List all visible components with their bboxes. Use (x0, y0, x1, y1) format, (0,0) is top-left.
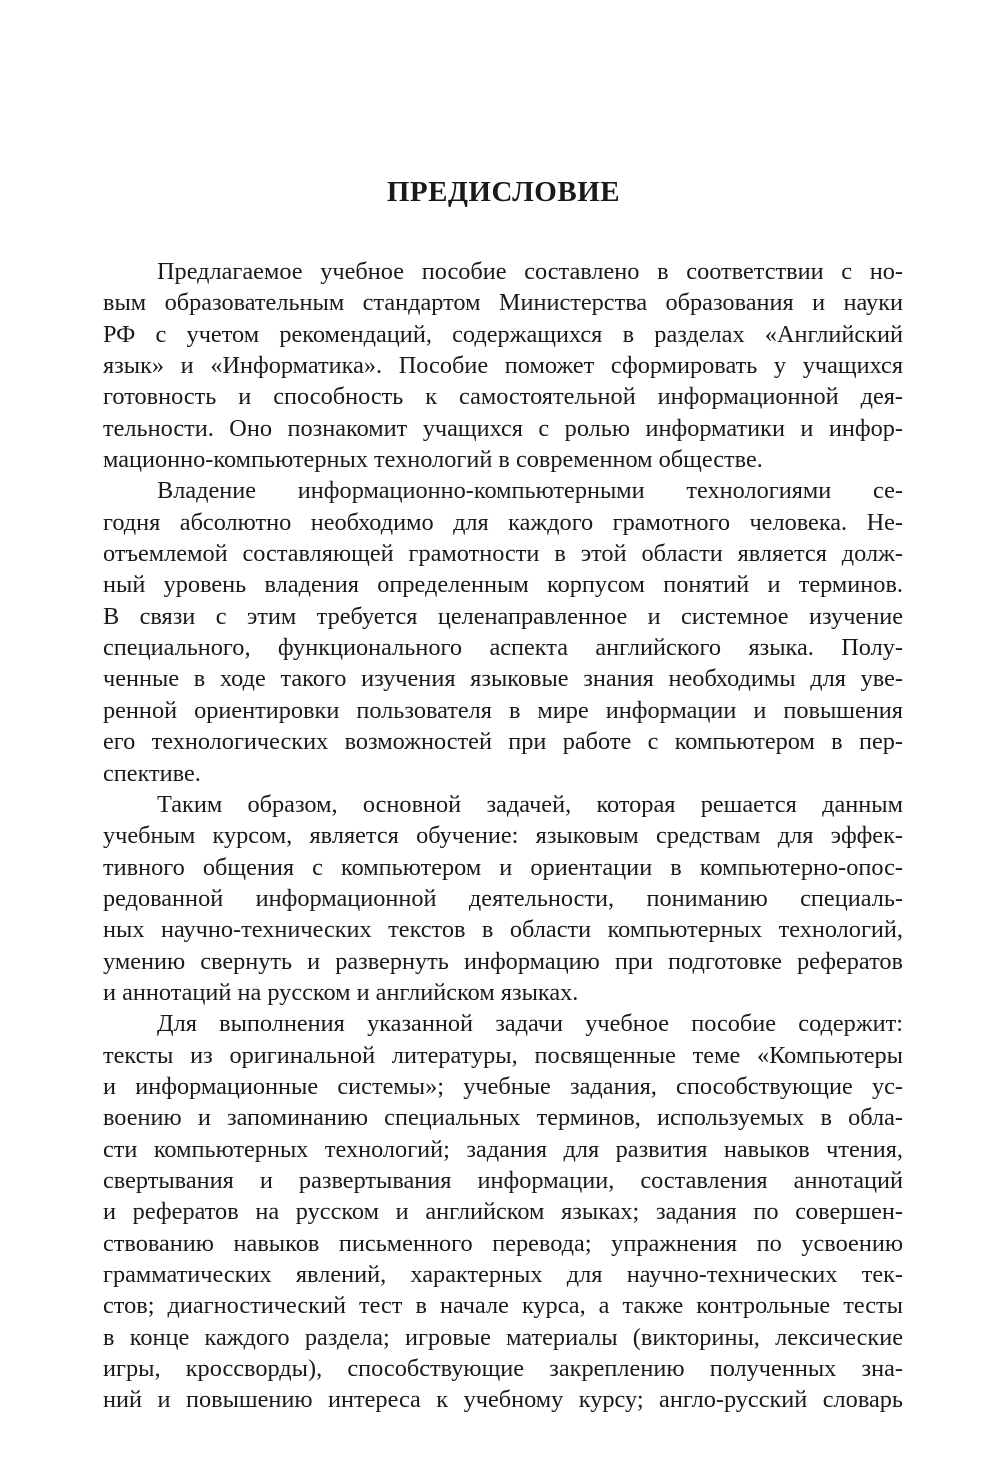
text-line: ренной ориентировки пользователя в мире информации и повышения (103, 696, 903, 724)
text-line: РФ с учетом рекомендаций, содержащихся в разделах «Английский (103, 320, 903, 348)
text-line: спективе. (103, 759, 201, 787)
text-line: мационно-компьютерных технологий в современном обществе. (103, 446, 763, 474)
text-line: вым образовательным стандартом Министерства образования и науки (103, 289, 903, 317)
text-line: игры, кроссворды), способствующие закреплению полученных зна- (103, 1355, 903, 1383)
text-line: ний и повышению интереса к учебному курсу; англо-русский словарь (103, 1386, 903, 1414)
text-line: тельности. Оно познакомит учащихся с ролью информатики и инфор- (103, 414, 903, 442)
page-title: ПРЕДИСЛОВИЕ (386, 176, 621, 208)
text-line: специального, функционального аспекта английского языка. Полу- (103, 634, 903, 662)
text-line: сти компьютерных технологий; задания для развития навыков чтения, (103, 1135, 903, 1163)
text-line: ченные в ходе такого изучения языковые знания необходимы для уве- (103, 665, 903, 693)
text-line: тексты из оригинальной литературы, посвященные теме «Компьютеры (103, 1041, 903, 1069)
text-line: готовность и способность к самостоятельной информационной дея- (103, 383, 903, 411)
text-line: стов; диагностический тест в начале курса, а также контрольные тесты (103, 1292, 903, 1320)
text-line: тивного общения с компьютером и ориентации в компьютерно-опос- (103, 853, 903, 881)
text-line: грамматических явлений, характерных для научно-технических тек- (103, 1261, 903, 1288)
text-line: Для выполнения указанной задачи учебное пособие содержит: (157, 1010, 903, 1038)
text-line: и информационные системы»; учебные задания, способствующие ус- (103, 1072, 903, 1100)
text-line: ных научно-технических текстов в области компьютерных технологий, (103, 916, 903, 944)
text-line: в конце каждого раздела; игровые материалы (викторины, лексические (103, 1323, 903, 1351)
text-line: умению свернуть и развернуть информацию при подготовке рефератов (103, 947, 903, 975)
text-line: язык» и «Информатика». Пособие поможет сформировать у учащихся (103, 352, 903, 380)
text-line: воению и запоминанию специальных терминов, используемых в обла- (103, 1104, 903, 1132)
text-line: свертывания и развертывания информации, составления аннотаций (103, 1166, 903, 1194)
text-line: учебным курсом, является обучение: языковым средствам для эффек- (103, 822, 903, 850)
text-line: ный уровень владения определенным корпусом понятий и терминов. (103, 571, 903, 599)
text-line: и рефератов на русском и английском языках; задания по совершен- (103, 1198, 903, 1226)
text-line: его технологических возможностей при работе с компьютером в пер- (103, 728, 903, 756)
text-line: и аннотаций на русском и английском языках. (103, 978, 579, 1006)
text-line: В связи с этим требуется целенаправленное и системное изучение (103, 602, 903, 630)
text-line: Таким образом, основной задачей, которая решается данным (157, 790, 903, 818)
text-line: Предлагаемое учебное пособие составлено в соответствии с но- (157, 258, 903, 285)
text-line: редованной информационной деятельности, пониманию специаль- (103, 884, 903, 912)
text-line: ствованию навыков письменного перевода; упражнения по усвоению (103, 1229, 903, 1257)
text-line: Владение информационно-компьютерными технологиями се- (157, 477, 903, 505)
body-text (103, 256, 903, 1416)
text-line: годня абсолютно необходимо для каждого грамотного человека. Не- (103, 508, 903, 536)
text-line: отъемлемой составляющей грамотности в этой области является долж- (103, 540, 903, 568)
